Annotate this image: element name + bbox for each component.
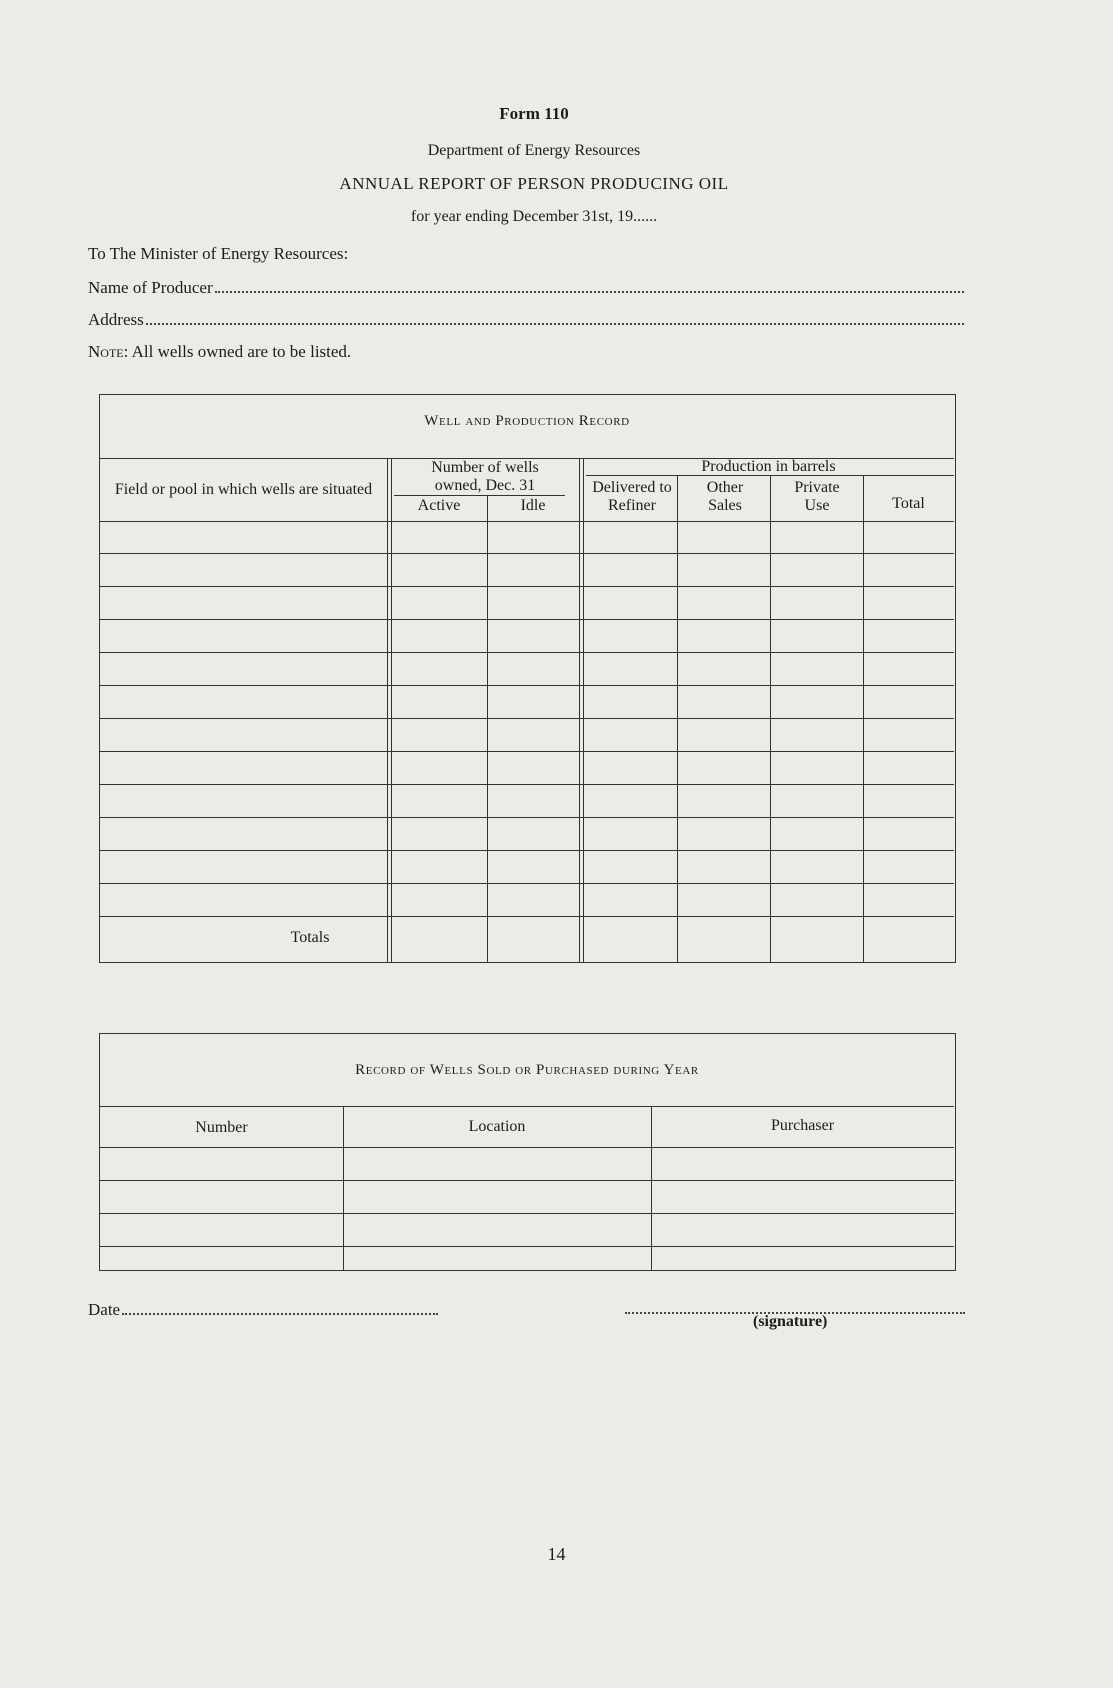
production-header: Production in barrels [701,458,836,475]
date-label: Date [88,1300,121,1319]
purchaser-header: Purchaser [770,1117,835,1134]
idle-header: Idle [520,497,546,514]
date-field[interactable] [88,1300,438,1320]
page-number: 14 [547,1544,566,1564]
report-title: ANNUAL REPORT OF PERSON PRODUCING OIL [339,174,729,193]
well-table-caption: Well and Production Record [424,413,630,429]
signature-label: (signature) [753,1313,828,1330]
address-input[interactable] [146,310,964,325]
totals-label: Totals [290,929,330,946]
producer-name-label: Name of Producer [88,278,213,297]
wells-sold-purchased-table [99,1033,956,1271]
addressee: To The Minister of Energy Resources: [88,244,349,263]
well-production-table [99,394,956,963]
producer-name-field[interactable] [88,278,964,298]
report-year-line: for year ending December 31st, 19...... [410,208,658,225]
location-header: Location [468,1118,526,1135]
note-text: All wells owned are to be listed. [131,342,352,361]
note [88,342,351,362]
field-pool-header: Field or pool in which wells are situated [114,481,373,498]
address-field[interactable] [88,310,964,330]
active-header: Active [417,497,461,514]
note-label: Note: [88,342,129,361]
delivered-to-refiner-header: Delivered to Refiner [592,479,672,514]
producer-name-input[interactable] [215,278,964,293]
address-label: Address [88,310,144,329]
other-sales-header: Other Sales [706,479,744,514]
wells-owned-header: Number of wells owned, Dec. 31 [431,459,539,494]
form-number: Form 110 [499,104,569,123]
private-use-header: Private Use [794,479,840,514]
date-input[interactable] [122,1300,438,1315]
number-header: Number [195,1119,248,1136]
sold-table-caption: Record of Wells Sold or Purchased during Year [355,1062,699,1078]
total-header: Total [892,495,925,512]
department-name: Department of Energy Resources [427,142,641,159]
